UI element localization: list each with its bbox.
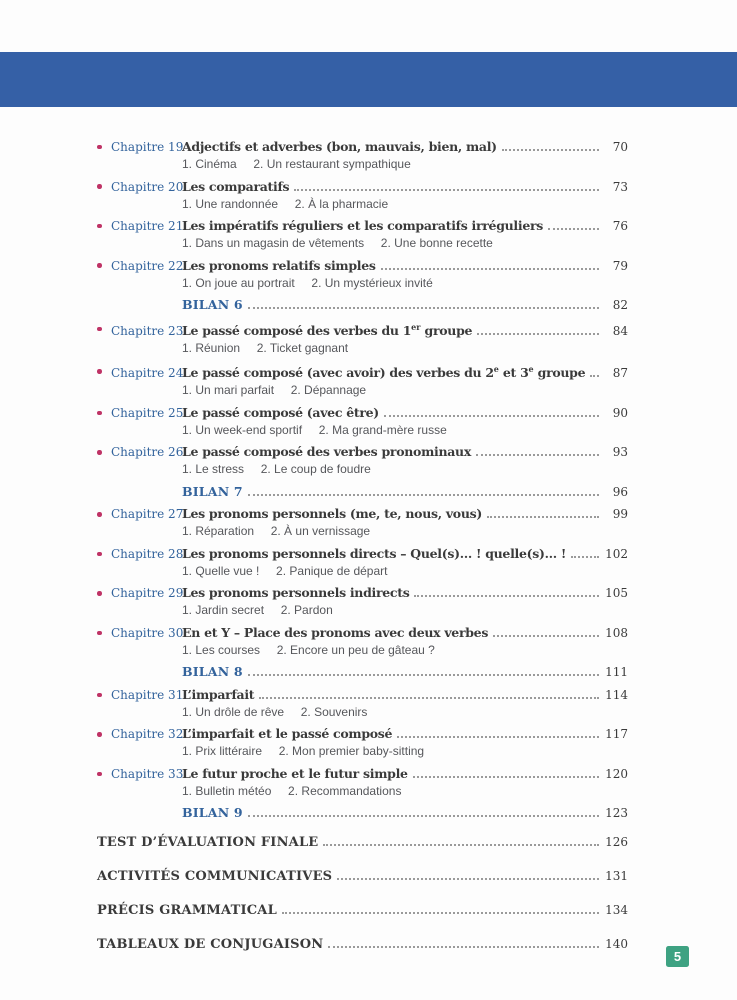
bullet-dot-icon: [97, 772, 111, 777]
toc-bilan-entry: [97, 663, 628, 681]
bilan-title: BILAN 8: [182, 664, 243, 680]
chapter-title: Les impératifs réguliers et les comparatifs irréguliers: [182, 218, 543, 233]
chapter-subtitle: 1. Un drôle de rêve 2. Souvenirs: [182, 704, 368, 719]
page-number: 84: [612, 323, 628, 338]
chapter-label: Chapitre 20: [111, 179, 184, 194]
chapter-title: Le futur proche et le futur simple: [182, 765, 408, 781]
dotted-leader: [397, 736, 599, 738]
dotted-leader: [328, 946, 599, 948]
toc-chapter-entry: [97, 217, 628, 252]
dotted-leader: [413, 776, 599, 778]
chapter-title: Le passé composé des verbes pronominaux: [182, 444, 471, 460]
bullet-dot-icon: [97, 450, 111, 455]
page-number: 123: [605, 806, 628, 821]
chapter-subtitle: 1. Prix littéraire 2. Mon premier baby-sitting: [182, 744, 425, 759]
bilan-title: BILAN 7: [182, 483, 243, 499]
bullet-dot-icon: [97, 411, 111, 416]
toc-chapter-entry: [97, 178, 628, 213]
bullet-dot-icon: [97, 591, 111, 596]
chapter-label: Chapitre 22: [111, 258, 184, 273]
chapter-subtitle: 1. Bulletin météo 2. Recommandations: [182, 783, 402, 798]
toc-section-entry: [97, 834, 628, 851]
bullet-dot-icon: [97, 145, 111, 150]
page-number: 87: [612, 366, 628, 381]
chapter-label: Chapitre 32: [111, 727, 184, 742]
toc-bilan-entry: [97, 804, 628, 822]
chapter-title: Le passé composé des verbes du 1er groupe: [182, 321, 473, 338]
dotted-leader: [381, 268, 599, 270]
chapter-subtitle: 1. Réparation 2. À un vernissage: [182, 524, 371, 539]
chapter-title-row: [97, 443, 628, 461]
chapter-subtitle: 1. Quelle vue ! 2. Panique de départ: [182, 563, 388, 578]
chapter-title: Les pronoms relatifs simples: [182, 257, 376, 273]
page-number: 102: [605, 546, 628, 561]
toc-chapter-entry: [97, 505, 628, 540]
chapter-label: Chapitre 29: [111, 586, 184, 601]
dotted-leader: [477, 333, 599, 335]
dotted-leader: [476, 454, 599, 456]
dotted-leader: [248, 815, 599, 817]
chapter-label: Chapitre 30: [111, 625, 184, 640]
dotted-leader: [294, 189, 599, 191]
toc-chapter-entry: [97, 624, 628, 659]
toc-chapter-entry: [97, 725, 628, 760]
chapter-title-row: [97, 505, 628, 523]
chapter-title-row: [97, 765, 628, 783]
chapter-title: L’imparfait et le passé composé: [182, 726, 393, 742]
page-number: 96: [612, 484, 628, 499]
dotted-leader: [282, 912, 599, 914]
dotted-leader: [487, 516, 599, 518]
chapter-subtitle: 1. Un mari parfait 2. Dépannage: [182, 383, 367, 398]
chapter-label: Chapitre 31: [111, 687, 184, 702]
chapter-label: Chapitre 27: [111, 507, 184, 522]
dotted-leader: [493, 635, 599, 637]
page-number: 120: [605, 766, 628, 781]
chapter-title: Le passé composé (avec être): [182, 404, 379, 420]
chapter-title: Les pronoms personnels indirects: [182, 585, 410, 601]
chapter-label: Chapitre 26: [111, 445, 184, 460]
bilan-title-row: [182, 663, 628, 681]
page-number: 126: [605, 835, 628, 850]
toc-chapter-entry: [97, 686, 628, 721]
bilan-title-row: [182, 483, 628, 501]
page-number: 70: [612, 140, 628, 154]
chapter-title: L’imparfait: [182, 686, 255, 702]
bullet-dot-icon: [97, 693, 111, 698]
page-number: 134: [605, 903, 628, 918]
page-number: 82: [612, 298, 628, 312]
chapter-title: Les pronoms personnels directs – Quel(s)… ! quelle(s)… !: [182, 545, 567, 561]
page-number: 131: [605, 869, 628, 884]
chapter-title-row: [97, 404, 628, 422]
chapter-label: Chapitre 25: [111, 405, 184, 420]
bullet-dot-icon: [97, 552, 111, 557]
toc-chapter-entry: [97, 257, 628, 292]
toc-chapter-entry: [97, 361, 628, 399]
bullet-dot-icon: [97, 224, 111, 229]
bullet-dot-icon: [97, 512, 111, 517]
chapter-title-row: [97, 686, 628, 704]
toc-chapter-entry: [97, 443, 628, 478]
page-number: 105: [605, 586, 628, 601]
bilan-title-row: [182, 804, 628, 822]
toc-section-entry: [97, 868, 628, 885]
dotted-leader: [548, 228, 599, 230]
bullet-dot-icon: [97, 631, 111, 636]
toc-chapter-entry: [97, 584, 628, 619]
page-number: 117: [605, 727, 628, 742]
toc-section-entry: [97, 902, 628, 919]
page-number: 114: [605, 687, 628, 702]
bullet-dot-icon: [97, 263, 111, 268]
bilan-title: BILAN 6: [182, 297, 243, 312]
bullet-dot-icon: [97, 327, 111, 332]
table-of-contents: [97, 138, 628, 970]
chapter-title-row: [97, 217, 628, 235]
page-number: 108: [605, 625, 628, 640]
dotted-leader: [248, 674, 599, 676]
section-title: PRÉCIS GRAMMATICAL: [97, 903, 277, 919]
sections-list: [97, 834, 628, 953]
dotted-leader: [248, 494, 599, 496]
chapter-title-row: [97, 545, 628, 563]
chapter-title: Adjectifs et adverbes (bon, mauvais, bien, mal): [182, 139, 497, 154]
chapter-label: Chapitre 24: [111, 366, 184, 381]
toc-list: [97, 138, 628, 822]
dotted-leader: [590, 375, 599, 377]
chapter-label: Chapitre 19: [111, 140, 184, 154]
chapter-subtitle: 1. On joue au portrait 2. Un mystérieux invité: [182, 275, 433, 290]
page-number: 140: [605, 937, 628, 952]
dotted-leader: [571, 556, 599, 558]
chapter-label: Chapitre 21: [111, 219, 184, 233]
section-title: ACTIVITÉS COMMUNICATIVES: [97, 869, 333, 885]
dotted-leader: [259, 697, 599, 699]
bilan-title-row: [182, 296, 628, 314]
toc-bilan-entry: [97, 296, 628, 314]
toc-chapter-entry: [97, 404, 628, 439]
chapter-label: Chapitre 28: [111, 546, 184, 561]
section-title: TABLEAUX DE CONJUGAISON: [97, 937, 324, 953]
page-number: 93: [612, 445, 628, 460]
page-number: 76: [612, 219, 628, 233]
chapter-subtitle: 1. Cinéma 2. Un restaurant sympathique: [182, 157, 411, 171]
dotted-leader: [337, 878, 599, 880]
bullet-dot-icon: [97, 732, 111, 737]
chapter-title-row: [97, 319, 628, 340]
page-number: 90: [612, 405, 628, 420]
toc-chapter-entry: [97, 319, 628, 357]
chapter-title-row: [97, 257, 628, 275]
dotted-leader: [414, 595, 599, 597]
toc-chapter-entry: [97, 765, 628, 800]
page-number-badge: 5: [666, 946, 689, 967]
section-title: TEST D’ÉVALUATION FINALE: [97, 835, 319, 851]
chapter-title-row: [97, 138, 628, 156]
chapter-subtitle: 1. Jardin secret 2. Pardon: [182, 603, 333, 618]
chapter-subtitle: 1. Dans un magasin de vêtements 2. Une bonne recette: [182, 236, 493, 250]
bullet-dot-icon: [97, 369, 111, 374]
toc-chapter-entry: [97, 138, 628, 173]
page-number: 99: [612, 507, 628, 522]
page-number: 111: [605, 665, 628, 680]
bilan-title: BILAN 9: [182, 805, 243, 821]
chapter-label: Chapitre 33: [111, 766, 184, 781]
chapter-title-row: [97, 584, 628, 602]
chapter-subtitle: 1. Un week-end sportif 2. Ma grand-mère russe: [182, 422, 447, 437]
chapter-title: Le passé composé (avec avoir) des verbes du 2e et 3e groupe: [182, 364, 586, 381]
dotted-leader: [502, 149, 599, 151]
page-number: 73: [612, 179, 628, 194]
dotted-leader: [323, 844, 599, 846]
toc-section-entry: [97, 936, 628, 953]
chapter-title: Les comparatifs: [182, 178, 290, 194]
chapter-title-row: [97, 178, 628, 196]
page-number: 79: [612, 258, 628, 273]
chapter-label: Chapitre 23: [111, 323, 184, 338]
toc-bilan-entry: [97, 483, 628, 501]
chapter-title: Les pronoms personnels (me, te, nous, vous): [182, 506, 482, 522]
chapter-subtitle: 1. Une randonnée 2. À la pharmacie: [182, 196, 389, 211]
chapter-title: En et Y – Place des pronoms avec deux verbes: [182, 624, 489, 640]
chapter-title-row: [97, 361, 628, 382]
chapter-title-row: [97, 725, 628, 743]
dotted-leader: [384, 415, 599, 417]
chapter-title-row: [97, 624, 628, 642]
chapter-subtitle: 1. Le stress 2. Le coup de foudre: [182, 462, 371, 477]
chapter-subtitle: 1. Les courses 2. Encore un peu de gâteau ?: [182, 642, 435, 657]
toc-chapter-entry: [97, 545, 628, 580]
header-bar: [0, 52, 737, 107]
chapter-subtitle: 1. Réunion 2. Ticket gagnant: [182, 340, 349, 355]
bullet-dot-icon: [97, 184, 111, 189]
dotted-leader: [248, 307, 599, 309]
